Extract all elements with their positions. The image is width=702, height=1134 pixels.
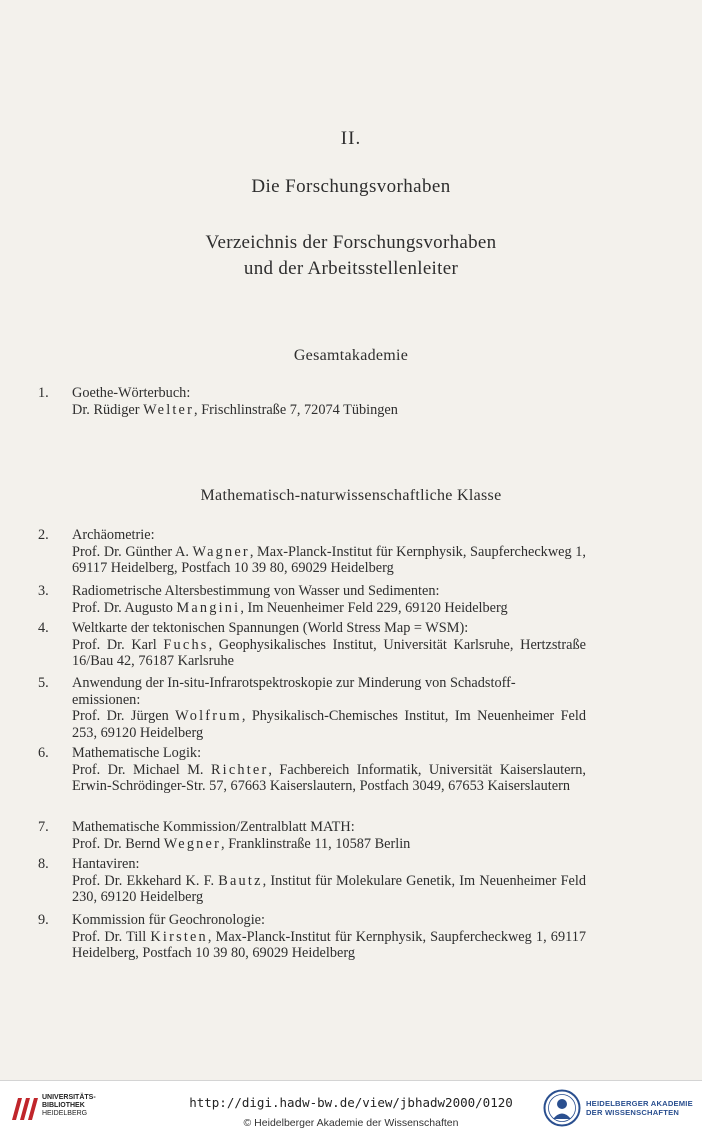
entry-number: 1.	[38, 385, 49, 401]
leader-address: , Max-Planck-Institut für Kernphysik, Saupfercheckweg 1, 69117 Heidelberg, Postfach 10 39 80, 69029 Heidelberg	[72, 928, 587, 962]
entry-title: Radiometrische Altersbestimmung von Wasser und Sedimenten:	[72, 583, 440, 599]
entry-leader	[72, 929, 586, 962]
list-item	[38, 583, 586, 616]
chapter-subtitle	[0, 230, 702, 282]
leader-prefix: Prof. Dr. Günther A.	[72, 543, 193, 560]
leader-prefix: Dr. Rüdiger	[72, 401, 144, 418]
list-item	[38, 527, 586, 577]
leader-address: , Fachbereich Informatik, Universität Kaiserslautern, Erwin-Schrödinger-Str. 57, 67663 Kaiserslautern, Postfach 3049, 67653 Kaiserslautern	[72, 761, 586, 795]
library-line-3: HEIDELBERG	[42, 1110, 88, 1117]
chapter-subtitle-line-2: und der Arbeitsstellenleiter	[243, 258, 459, 279]
entry-leader	[72, 873, 586, 906]
leader-address: , Franklinstraße 11, 10587 Berlin	[221, 835, 411, 852]
entry-number: 5.	[38, 675, 49, 691]
leader-address: , Max-Planck-Institut für Kernphysik, Saupfercheckweg 1, 69117 Heidelberg, Postfach 10 39 80, 69029 Heidelberg	[72, 543, 586, 577]
list-item	[38, 675, 586, 741]
entry-number: 2.	[38, 527, 49, 543]
list-item	[38, 385, 586, 418]
entry-title: Goethe-Wörterbuch:	[72, 385, 191, 401]
leader-name: Kirsten	[150, 928, 208, 945]
entry-title	[72, 675, 586, 708]
leader-address: , Geophysikalisches Institut, Universität Karlsruhe, Hertzstraße 16/Bau 42, 76187 Karlsruhe	[72, 636, 587, 670]
copyright-notice: © Heidelberger Akademie der Wissenschaften	[243, 1117, 459, 1129]
entry-leader	[72, 544, 586, 577]
entry-number: 9.	[38, 912, 49, 928]
library-line-1: UNIVERSITÄTS-	[42, 1094, 96, 1101]
entry-title: Mathematische Logik:	[72, 745, 202, 761]
entry-leader	[72, 402, 586, 419]
leader-name: Fuchs	[163, 636, 209, 653]
chapter-title: Die Forschungsvorhaben	[251, 176, 451, 197]
permalink-url[interactable]: http://digi.hadw-bw.de/view/jbhadw2000/0120	[189, 1095, 513, 1110]
entry-leader	[72, 600, 586, 617]
academy-seal-icon	[543, 1089, 581, 1127]
entry-leader	[72, 762, 586, 795]
entry-title-line-1: Anwendung der In-situ-Infrarotspektroskopie zur Minderung von Schadstoff-	[72, 675, 516, 691]
entry-number: 6.	[38, 745, 49, 761]
leader-name: Wegner	[163, 835, 222, 852]
academy-name	[586, 1099, 693, 1117]
leader-address: , Im Neuenheimer Feld 229, 69120 Heidelberg	[240, 599, 508, 616]
leader-prefix: Prof. Dr. Ekkehard K. F.	[72, 872, 219, 889]
chapter-number: II.	[340, 128, 362, 149]
entry-title: Kommission für Geochronologie:	[72, 912, 265, 928]
entry-title: Weltkarte der tektonischen Spannungen (World Stress Map = WSM):	[72, 620, 469, 636]
leader-address: , Physikalisch-Chemisches Institut, Im Neuenheimer Feld 253, 69120 Heidelberg	[72, 708, 586, 741]
entry-number: 4.	[38, 620, 49, 636]
entry-title: Hantaviren:	[72, 856, 140, 872]
leader-name: Welter	[143, 401, 195, 418]
leader-prefix: Prof. Dr. Karl	[72, 636, 164, 653]
entry-number: 3.	[38, 583, 49, 599]
library-line-2: BIBLIOTHEK	[42, 1102, 85, 1109]
leader-name: Bautz	[218, 872, 263, 889]
leader-prefix: Prof. Dr. Jürgen	[72, 708, 176, 725]
list-item	[38, 620, 586, 670]
viewer-footer	[0, 1080, 702, 1134]
leader-prefix: Prof. Dr. Till	[72, 928, 151, 945]
bleed-through-text	[110, 82, 113, 98]
academy-line-2: DER WISSENSCHAFTEN	[586, 1108, 680, 1117]
entry-title-line-2: emissionen:	[72, 691, 141, 708]
entry-leader	[72, 637, 586, 670]
leader-prefix: Prof. Dr. Bernd	[72, 835, 164, 852]
leader-name: Wolfrum	[175, 708, 242, 725]
leader-prefix: Prof. Dr. Augusto	[72, 599, 177, 616]
leader-name: Mangini	[176, 599, 241, 616]
chapter-subtitle-line-1: Verzeichnis der Forschungsvorhaben	[205, 232, 497, 253]
leader-name: Richter	[210, 761, 269, 778]
entry-leader	[72, 708, 586, 741]
entry-title: Archäometrie:	[72, 527, 155, 543]
list-item	[38, 745, 586, 795]
entry-number: 7.	[38, 819, 49, 835]
leader-address: , Frischlinstraße 7, 72074 Tübingen	[194, 401, 398, 418]
academy-line-1: HEIDELBERGER AKADEMIE	[586, 1099, 693, 1108]
leader-name: Wagner	[192, 543, 250, 560]
list-item	[38, 819, 586, 852]
leader-prefix: Prof. Dr. Michael M.	[72, 761, 211, 778]
list-item	[38, 856, 586, 906]
entry-number: 8.	[38, 856, 49, 872]
leader-address: , Institut für Molekulare Genetik, Im Neuenheimer Feld 230, 69120 Heidelberg	[72, 872, 587, 906]
entry-title: Mathematische Kommission/Zentralblatt MATH:	[72, 819, 355, 835]
section-heading-gesamtakademie: Gesamtakademie	[293, 347, 409, 364]
entry-leader	[72, 836, 586, 853]
list-item	[38, 912, 586, 962]
section-heading-math-nat: Mathematisch-naturwissenschaftliche Klasse	[200, 487, 502, 504]
